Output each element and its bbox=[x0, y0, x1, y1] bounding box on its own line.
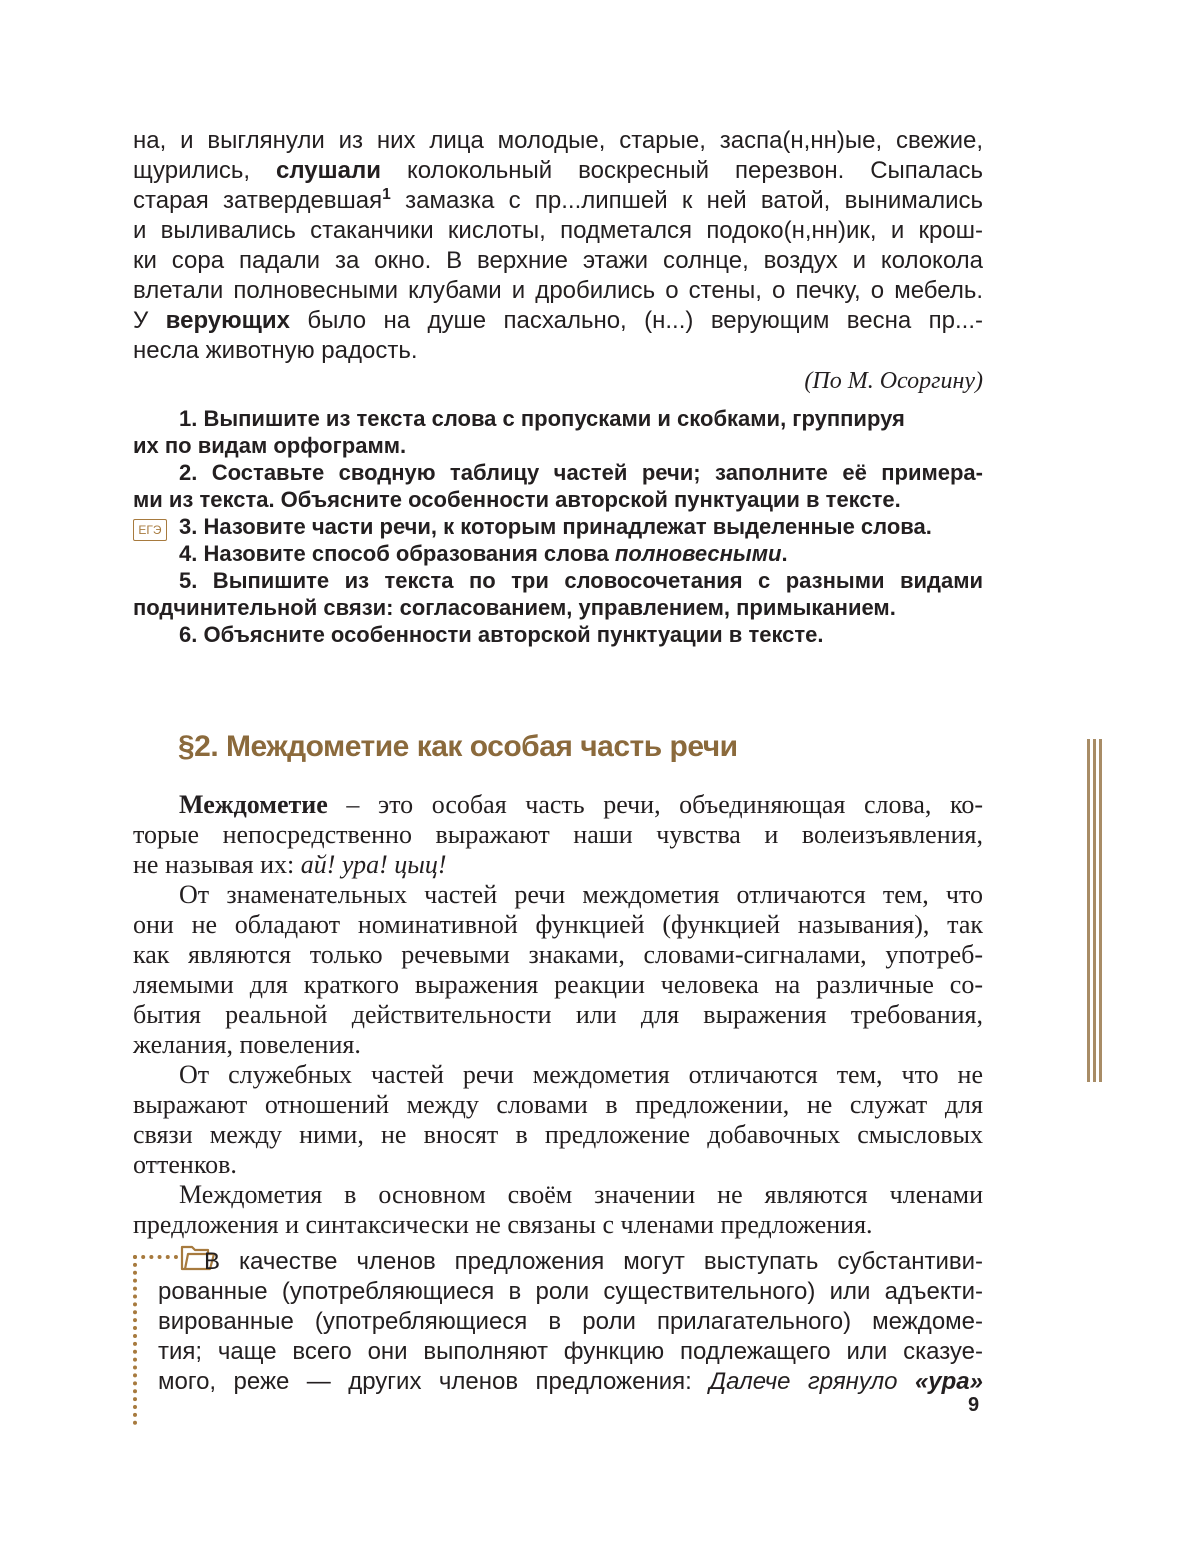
passage-line: У верующих было на душе пасхально, (н...) верующим весна пр...- bbox=[133, 307, 983, 334]
section-line: не называя их: ай! ура! цыц! bbox=[133, 850, 447, 879]
passage-line: влетали полновесными клубами и дробились о стены, о печку, о мебель. bbox=[133, 277, 983, 304]
note-line: мого, реже — других членов предложения: Далече грянуло «ура» bbox=[158, 1368, 983, 1395]
section-line: как являются только речевыми знаками, словами-сигналами, употреб- bbox=[133, 940, 983, 969]
task-line: 4. Назовите способ образования слова полновесными. bbox=[179, 541, 788, 566]
section-line: ляемыми для краткого выражения реакции человека на различные со- bbox=[133, 970, 983, 999]
passage-line: и выливались стаканчики кислоты, подметался подоко(н,нн)ик, и крош- bbox=[133, 217, 983, 244]
passage-line: старая затвердевшая$^1$ замазка с пр...липшей к ней ватой, вынимались bbox=[133, 186, 983, 214]
section-line: Междометие – это особая часть речи, объединяющая слова, ко- bbox=[179, 790, 983, 819]
note-line: В качестве членов предложения могут выступать субстантиви- bbox=[204, 1248, 983, 1275]
attribution: (По М. Осоргину) bbox=[804, 368, 983, 394]
section-line: Междометия в основном своём значении не являются членами bbox=[179, 1180, 983, 1209]
section-line: От служебных частей речи междометия отличаются тем, что не bbox=[179, 1060, 983, 1089]
task-line: 5. Выпишите из текста по три словосочетания с разными видами bbox=[179, 568, 983, 593]
margin-rule bbox=[1099, 739, 1102, 1082]
task-line: ми из текста. Объясните особенности авторской пунктуации в тексте. bbox=[133, 487, 901, 512]
section-line: оттенков. bbox=[133, 1150, 237, 1179]
passage-text bbox=[133, 126, 983, 366]
task-line: 1. Выпишите из текста слова с пропусками и скобками, группируя bbox=[179, 406, 905, 431]
section-body bbox=[133, 790, 983, 1240]
page-number: 9 bbox=[968, 1394, 980, 1416]
section-line: связи между ними, не вносят в предложение добавочных смысловых bbox=[133, 1120, 983, 1149]
margin-rule bbox=[1087, 739, 1090, 1082]
section-line: они не обладают номинативной функцией (функцией называния), так bbox=[133, 910, 983, 939]
task-line: их по видам орфограмм. bbox=[133, 433, 407, 458]
tasks-list bbox=[133, 405, 983, 648]
task-line: подчинительной связи: согласованием, управлением, примыканием. bbox=[133, 595, 896, 620]
note-line: тия; чаще всего они выполняют функцию подлежащего или сказуе- bbox=[158, 1338, 983, 1365]
section-line: предложения и синтаксически не связаны с членами предложения. bbox=[133, 1210, 873, 1239]
margin-rule bbox=[1093, 739, 1096, 1082]
note-dotted-border-left bbox=[133, 1255, 137, 1425]
task-line: 2. Составьте сводную таблицу частей речи; заполните её примера- bbox=[179, 460, 983, 485]
passage-line: щурились, слушали колокольный воскресный перезвон. Сыпалась bbox=[133, 157, 983, 184]
section-line: торые непосредственно выражают наши чувства и волеизъявления, bbox=[133, 820, 983, 849]
section-line: выражают отношений между словами в предложении, не служат для bbox=[133, 1090, 983, 1119]
section-line: желания, повеления. bbox=[133, 1030, 361, 1059]
section-line: От знаменательных частей речи междометия отличаются тем, что bbox=[179, 880, 983, 909]
task-line: 3. Назовите части речи, к которым принадлежат выделенные слова. bbox=[179, 514, 932, 539]
section-heading: §2. Междометие как особая часть речи bbox=[178, 730, 738, 763]
task-line: 6. Объясните особенности авторской пунктуации в тексте. bbox=[179, 622, 824, 647]
note-line: рованные (употребляющиеся в роли существительного) или адъекти- bbox=[158, 1278, 983, 1305]
passage-line: на, и выглянули из них лица молодые, старые, заспа(н,нн)ые, свежие, bbox=[133, 127, 983, 154]
passage-line: несла животную радость. bbox=[133, 337, 418, 364]
ege-badge: ЕГЭ bbox=[133, 519, 167, 541]
section-line: бытия реальной действительности или для выражения требования, bbox=[133, 1000, 983, 1029]
note-text bbox=[158, 1247, 983, 1397]
passage-line: ки сора падали за окно. В верхние этажи солнце, воздух и колокола bbox=[133, 247, 983, 274]
note-line: вированные (употребляющиеся в роли прилагательного) междоме- bbox=[158, 1308, 983, 1335]
